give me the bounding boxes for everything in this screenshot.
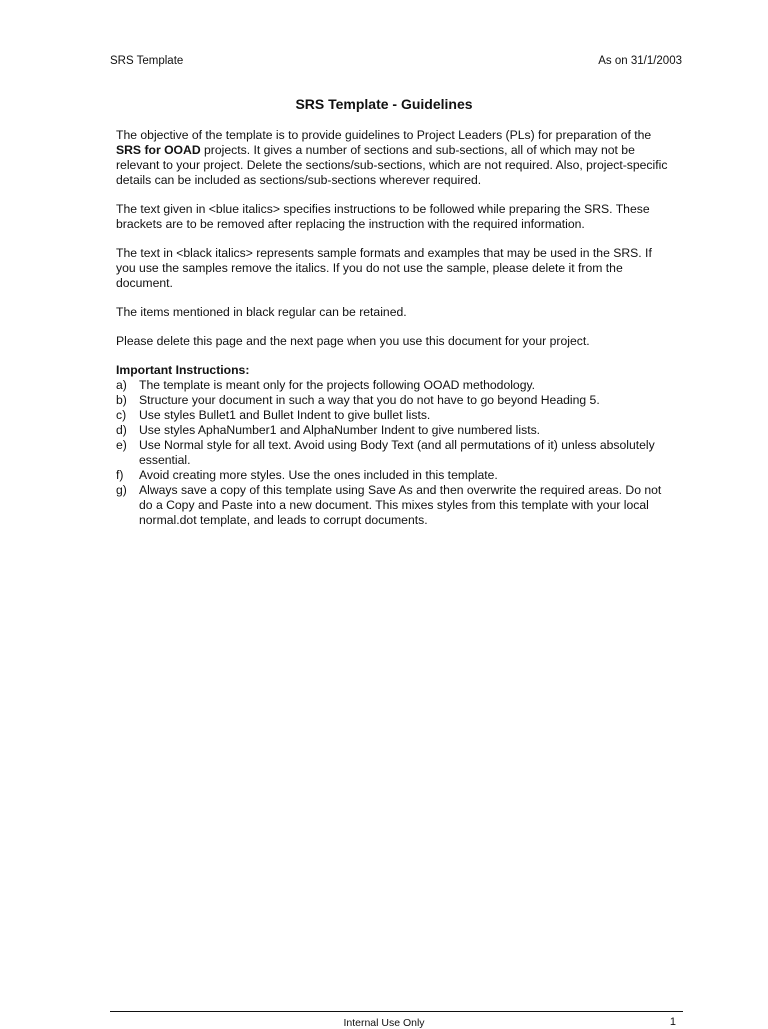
list-item: [116, 483, 668, 528]
paragraph-blue-italics: The text given in <blue italics> specifies instructions to be followed while preparing the SRS. These brackets are to be removed after replacing the instruction with the required information.: [116, 202, 650, 231]
page-title: SRS Template - Guidelines: [295, 96, 473, 112]
footer-classification: Internal Use Only: [343, 1017, 425, 1029]
list-item-marker: b): [116, 393, 127, 407]
list-item: [116, 408, 668, 423]
list-item: [116, 468, 668, 483]
list-item-text: The template is meant only for the projects following OOAD methodology.: [139, 378, 536, 392]
list-item-marker: d): [116, 423, 127, 437]
paragraph-delete-page: Please delete this page and the next page when you use this document for your project.: [116, 334, 590, 348]
list-item-text: Use Normal style for all text. Avoid using Body Text (and all permutations of it) unless absolutely essential.: [139, 438, 655, 467]
header-date: As on 31/1/2003: [598, 55, 682, 67]
instructions-list: [116, 378, 668, 528]
list-item: [116, 423, 668, 438]
instructions-heading: Important Instructions:: [116, 363, 250, 377]
paragraph-objective-text-before: The objective of the template is to provide guidelines to Project Leaders (PLs) for preparation of the: [116, 128, 652, 142]
list-item-text: Use styles Bullet1 and Bullet Indent to give bullet lists.: [139, 408, 431, 422]
list-item-text: Structure your document in such a way that you do not have to go beyond Heading 5.: [139, 393, 600, 407]
list-item-marker: e): [116, 438, 127, 452]
list-item-marker: a): [116, 378, 127, 392]
list-item: [116, 378, 668, 393]
header-document-name: SRS Template: [110, 55, 184, 67]
list-item-text: Avoid creating more styles. Use the ones included in this template.: [139, 468, 498, 482]
paragraph-objective-bold: SRS for OOAD: [116, 143, 201, 157]
list-item: [116, 438, 668, 468]
list-item-marker: g): [116, 483, 127, 497]
list-item-text: Use styles AphaNumber1 and AlphaNumber Indent to give numbered lists.: [139, 423, 541, 437]
list-item-marker: c): [116, 408, 127, 422]
paragraph-objective-text-after: projects. It gives a number of sections and sub-sections, all of which may not be relevant to your project. Delete the sections/sub-sections, which are not required. Also, project-specific details can be included as sections/sub-sections wherever required.: [116, 143, 668, 187]
paragraph-black-regular: The items mentioned in black regular can be retained.: [116, 305, 407, 319]
footer-page-number: 1: [669, 1016, 676, 1028]
list-item-marker: f): [116, 468, 124, 482]
paragraph-black-italics: The text in <black italics> represents sample formats and examples that may be used in the SRS. If you use the samples remove the italics. If you do not use the sample, please delete it from the document.: [116, 246, 652, 290]
list-item: [116, 393, 668, 408]
paragraph-objective: [116, 128, 668, 188]
list-item-text: Always save a copy of this template using Save As and then overwrite the required areas. Do not do a Copy and Paste into a new document. This mixes styles from this template with your local normal.dot template, and leads to corrupt documents.: [139, 483, 662, 527]
footer-divider: [110, 1011, 683, 1012]
document-body: [116, 128, 668, 528]
